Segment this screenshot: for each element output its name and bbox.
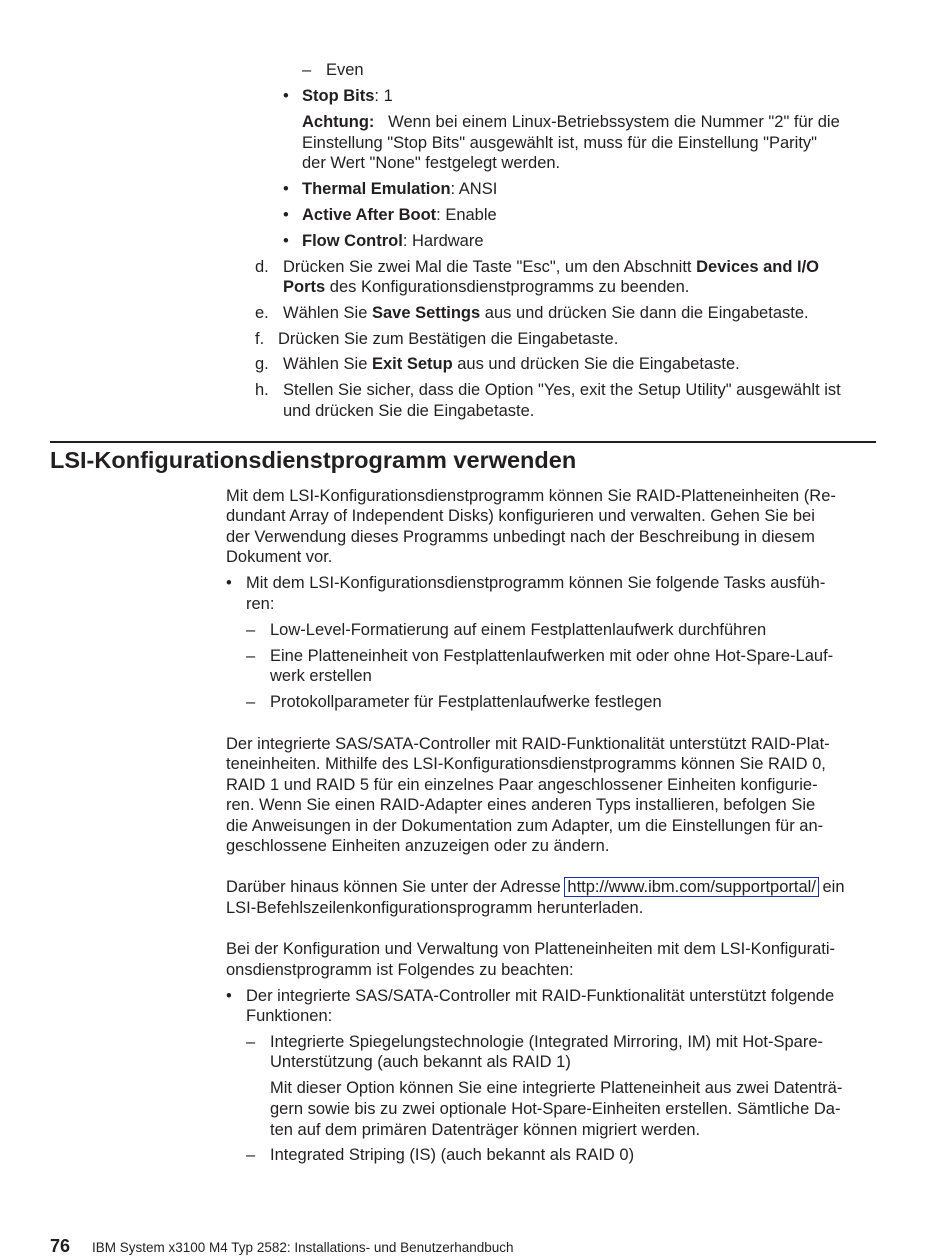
step-f: Drücken Sie zum Bestätigen die Eingabetaste. xyxy=(278,330,619,348)
sub-item-4-detail-line-3: ten auf dem primären Datenträger können migriert werden. xyxy=(270,1121,701,1139)
support-portal-link[interactable]: http://www.ibm.com/supportportal/ xyxy=(567,878,816,896)
step-letter-h: h. xyxy=(255,381,269,399)
bullet2-line-2: Funktionen: xyxy=(246,1007,333,1025)
sub-item-4-detail-line-2: gern sowie bis zu zwei optionale Hot-Spare-Einheiten erstellen. Sämtliche Da- xyxy=(270,1100,841,1118)
intro-line-4: Dokument vor. xyxy=(226,548,333,566)
bullet-marker: • xyxy=(283,87,289,105)
bullet2-line-1: Der integrierte SAS/SATA-Controller mit RAID-Funktionalität unterstützt folgende xyxy=(246,987,835,1005)
para2-line-1: Der integrierte SAS/SATA-Controller mit RAID-Funktionalität unterstützt RAID-Plat- xyxy=(226,735,830,753)
bullet-marker: • xyxy=(283,206,289,224)
para4-line-2: onsdienstprogramm ist Folgendes zu beachten: xyxy=(226,961,574,979)
step-d-line-2: Ports des Konfigurationsdienstprogramms zu beenden. xyxy=(283,278,690,296)
sub-item-4-detail-line-1: Mit dieser Option können Sie eine integrierte Platteneinheit aus zwei Datenträ- xyxy=(270,1079,843,1097)
intro-line-3: der Verwendung dieses Programms unbedingt nach der Beschreibung in diesem xyxy=(226,528,815,546)
list-item-thermal-emulation: Thermal Emulation: ANSI xyxy=(302,180,498,198)
achtung-note-line-3: der Wert "None" festgelegt werden. xyxy=(302,154,561,172)
sub-item-2-line-2: werk erstellen xyxy=(270,667,372,685)
bullet1-line-1: Mit dem LSI-Konfigurationsdienstprogramm können Sie folgende Tasks ausfüh- xyxy=(246,574,826,592)
term-stop-bits: Stop Bits xyxy=(302,87,375,105)
para3-line-1: Darüber hinaus können Sie unter der Adresse http://www.ibm.com/supportportal/ ein xyxy=(226,878,845,896)
step-letter-f: f. xyxy=(255,330,265,348)
list-item-flow-control: Flow Control: Hardware xyxy=(302,232,484,250)
step-letter-e: e. xyxy=(255,304,269,322)
bullet-marker: • xyxy=(283,232,289,250)
para2-line-4: ren. Wenn Sie einen RAID-Adapter eines anderen Typs installieren, befolgen Sie xyxy=(226,796,816,814)
dash-marker: – xyxy=(246,693,256,711)
bullet-marker: • xyxy=(226,574,232,592)
achtung-label: Achtung: xyxy=(302,113,375,131)
para2-line-3: RAID 1 und RAID 5 für ein einzelnes Paar angeschlossener Einheiten konfigurie- xyxy=(226,776,818,794)
list-item-even: Even xyxy=(326,61,364,79)
achtung-note-line-1: Achtung: Wenn bei einem Linux-Betriebssystem die Nummer "2" für die xyxy=(302,113,840,131)
step-letter-d: d. xyxy=(255,258,269,276)
section-title: LSI-Konfigurationsdienstprogramm verwenden xyxy=(50,447,577,473)
para4-line-1: Bei der Konfiguration und Verwaltung von Platteneinheiten mit dem LSI-Konfigurati- xyxy=(226,940,836,958)
footer-title: IBM System x3100 M4 Typ 2582: Installations- und Benutzerhandbuch xyxy=(92,1240,514,1255)
dash-marker: – xyxy=(246,1146,256,1164)
para2-line-2: teneinheiten. Mithilfe des LSI-Konfigurationsdienstprogramms können Sie RAID 0, xyxy=(226,755,826,773)
para3-line-2: LSI-Befehlszeilenkonfigurationsprogramm herunterladen. xyxy=(226,899,644,917)
bullet-marker: • xyxy=(226,987,232,1005)
list-item-active-after-boot: Active After Boot: Enable xyxy=(302,206,497,224)
step-h-line-1: Stellen Sie sicher, dass die Option "Yes, exit the Setup Utility" ausgewählt ist xyxy=(283,381,841,399)
step-h-line-2: und drücken Sie die Eingabetaste. xyxy=(283,402,535,420)
step-e: Wählen Sie Save Settings aus und drücken Sie dann die Eingabetaste. xyxy=(283,304,809,322)
sub-item-4-line-2: Unterstützung (auch bekannt als RAID 1) xyxy=(270,1053,571,1071)
intro-line-1: Mit dem LSI-Konfigurationsdienstprogramm können Sie RAID-Platteneinheiten (Re- xyxy=(226,487,836,505)
page-number: 76 xyxy=(50,1236,71,1256)
step-d-line-1: Drücken Sie zwei Mal die Taste "Esc", um den Abschnitt Devices and I/O xyxy=(283,258,819,276)
sub-item-4-line-1: Integrierte Spiegelungstechnologie (Integrated Mirroring, IM) mit Hot-Spare- xyxy=(270,1033,824,1051)
step-g: Wählen Sie Exit Setup aus und drücken Sie die Eingabetaste. xyxy=(283,355,740,373)
value-stop-bits: : 1 xyxy=(374,87,393,105)
achtung-note-line-2: Einstellung "Stop Bits" ausgewählt ist, muss für die Einstellung "Parity" xyxy=(302,134,818,152)
section-divider xyxy=(50,441,876,443)
sub-item-2-line-1: Eine Platteneinheit von Festplattenlaufwerken mit oder ohne Hot-Spare-Lauf- xyxy=(270,647,834,665)
sub-item-1: Low-Level-Formatierung auf einem Festplattenlaufwerk durchführen xyxy=(270,621,767,639)
dash-marker: – xyxy=(246,1033,256,1051)
dash-marker: – xyxy=(246,621,256,639)
para2-line-6: geschlossene Einheiten anzuzeigen oder zu ändern. xyxy=(226,837,610,855)
sub-item-3: Protokollparameter für Festplattenlaufwerke festlegen xyxy=(270,693,662,711)
dash-marker: – xyxy=(302,61,312,79)
sub-item-5: Integrated Striping (IS) (auch bekannt als RAID 0) xyxy=(270,1146,635,1164)
step-letter-g: g. xyxy=(255,355,269,373)
intro-line-2: dundant Array of Independent Disks) konfigurieren und verwalten. Gehen Sie bei xyxy=(226,507,815,525)
bullet1-line-2: ren: xyxy=(246,595,275,613)
dash-marker: – xyxy=(246,647,256,665)
para2-line-5: die Anweisungen in der Dokumentation zum Adapter, um die Einstellungen für an- xyxy=(226,817,824,835)
list-item-stop-bits xyxy=(302,86,393,107)
bullet-marker: • xyxy=(283,180,289,198)
